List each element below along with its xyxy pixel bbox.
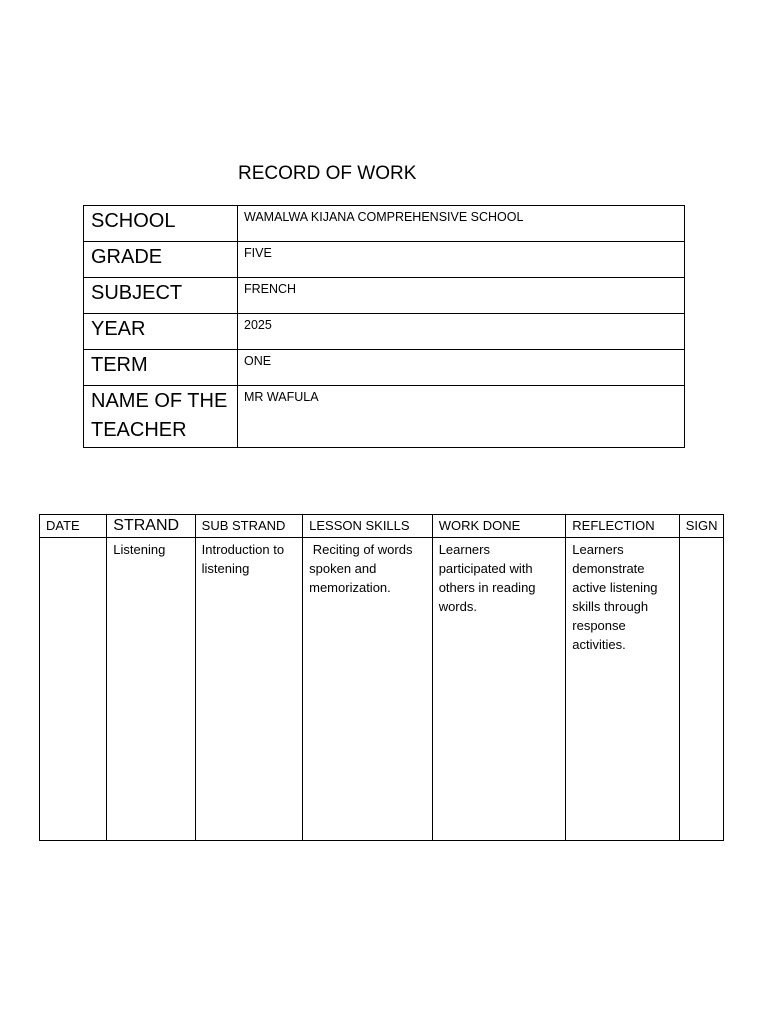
info-label: GRADE [84,242,238,278]
info-value: 2025 [238,314,685,350]
info-row-grade [84,242,685,278]
cell-strand: Listening [107,538,195,841]
info-row-term [84,350,685,386]
column-header-sign: SIGN [679,515,723,538]
info-value: FIVE [238,242,685,278]
cell-lesson-skills: Reciting of words spoken and memorization. [303,538,433,841]
page-title: RECORD OF WORK [238,163,417,184]
cell-reflection: Learners demonstrate active listening skills through response activities. [566,538,679,841]
info-label: SCHOOL [84,206,238,242]
school-info-table [83,205,685,448]
table-row [40,538,724,841]
info-row-school [84,206,685,242]
column-header-strand: STRAND [107,515,195,538]
column-header-reflection: REFLECTION [566,515,679,538]
cell-work-done: Learners participated with others in reading words. [432,538,566,841]
info-value: FRENCH [238,278,685,314]
column-header-date: DATE [40,515,107,538]
cell-sign [679,538,723,841]
info-label: NAME OF THE TEACHER [84,386,238,448]
info-value: ONE [238,350,685,386]
column-header-work-done: WORK DONE [432,515,566,538]
info-label: TERM [84,350,238,386]
record-of-work-table [39,514,724,841]
info-row-teacher [84,386,685,448]
info-value: WAMALWA KIJANA COMPREHENSIVE SCHOOL [238,206,685,242]
column-header-sub-strand: SUB STRAND [195,515,302,538]
info-label: SUBJECT [84,278,238,314]
column-header-lesson-skills: LESSON SKILLS [303,515,433,538]
info-label: YEAR [84,314,238,350]
info-row-subject [84,278,685,314]
info-row-year [84,314,685,350]
cell-date [40,538,107,841]
info-value: MR WAFULA [238,386,685,448]
table-header-row [40,515,724,538]
cell-sub-strand: Introduction to listening [195,538,302,841]
